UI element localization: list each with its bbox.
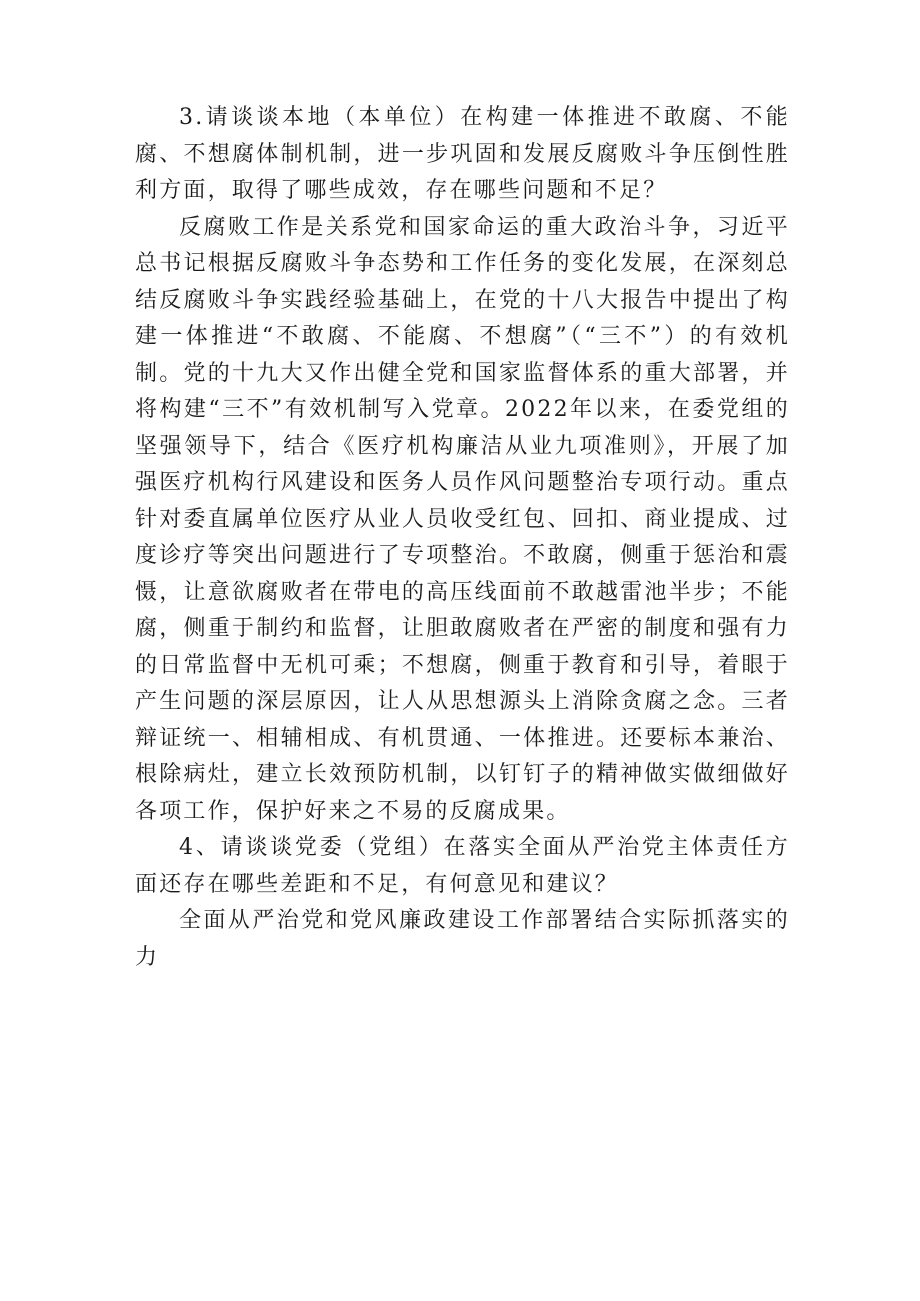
answer-paragraph-4: 全面从严治党和党风廉政建设工作部署结合实际抓落实的力 (135, 908, 790, 970)
question-paragraph-4: 4、请谈谈党委（党组）在落实全面从严治党主体责任方面还存在哪些差距和不足，有何意见和建议？ (135, 835, 790, 897)
answer-paragraph-3: 反腐败工作是关系党和国家命运的重大政治斗争，习近平总书记根据反腐败斗争态势和工作任务的变化发展，在深刻总结反腐败斗争实践经验基础上，在党的十八大报告中提出了构建一体推进“不敢腐、不能腐、不想腐”（“三不”）的有效机制。党的十九大又作出健全党和国家监督体系的重大部署，并将构建“三不”有效机制写入党章。2022年以来，在委党组的坚强领导下，结合《医疗机构廉洁从业九项准则》，开展了加强医疗机构行风建设和医务人员作风问题整治专项行动。重点针对委直属单位医疗从业人员收受红包、回扣、商业提成、过度诊疗等突出问题进行了专项整治。不敢腐，侧重于惩治和震慑，让意欲腐败者在带电的高压线面前不敢越雷池半步；不能腐，侧重于制约和监督，让胆敢腐败者在严密的制度和强有力的日常监督中无机可乘；不想腐，侧重于教育和引导，着眼于产生问题的深层原因，让人从思想源头上消除贪腐之念。三者辩证统一、相辅相成、有机贯通、一体推进。还要标本兼治、根除病灶，建立长效预防机制，以钉钉子的精神做实做细做好各项工作，保护好来之不易的反腐成果。 (135, 214, 790, 824)
document-body (135, 100, 790, 976)
question-paragraph-3: 3.请谈谈本地（本单位）在构建一体推进不敢腐、不能腐、不想腐体制机制，进一步巩固和发展反腐败斗争压倒性胜利方面，取得了哪些成效，存在哪些问题和不足？ (135, 105, 790, 203)
